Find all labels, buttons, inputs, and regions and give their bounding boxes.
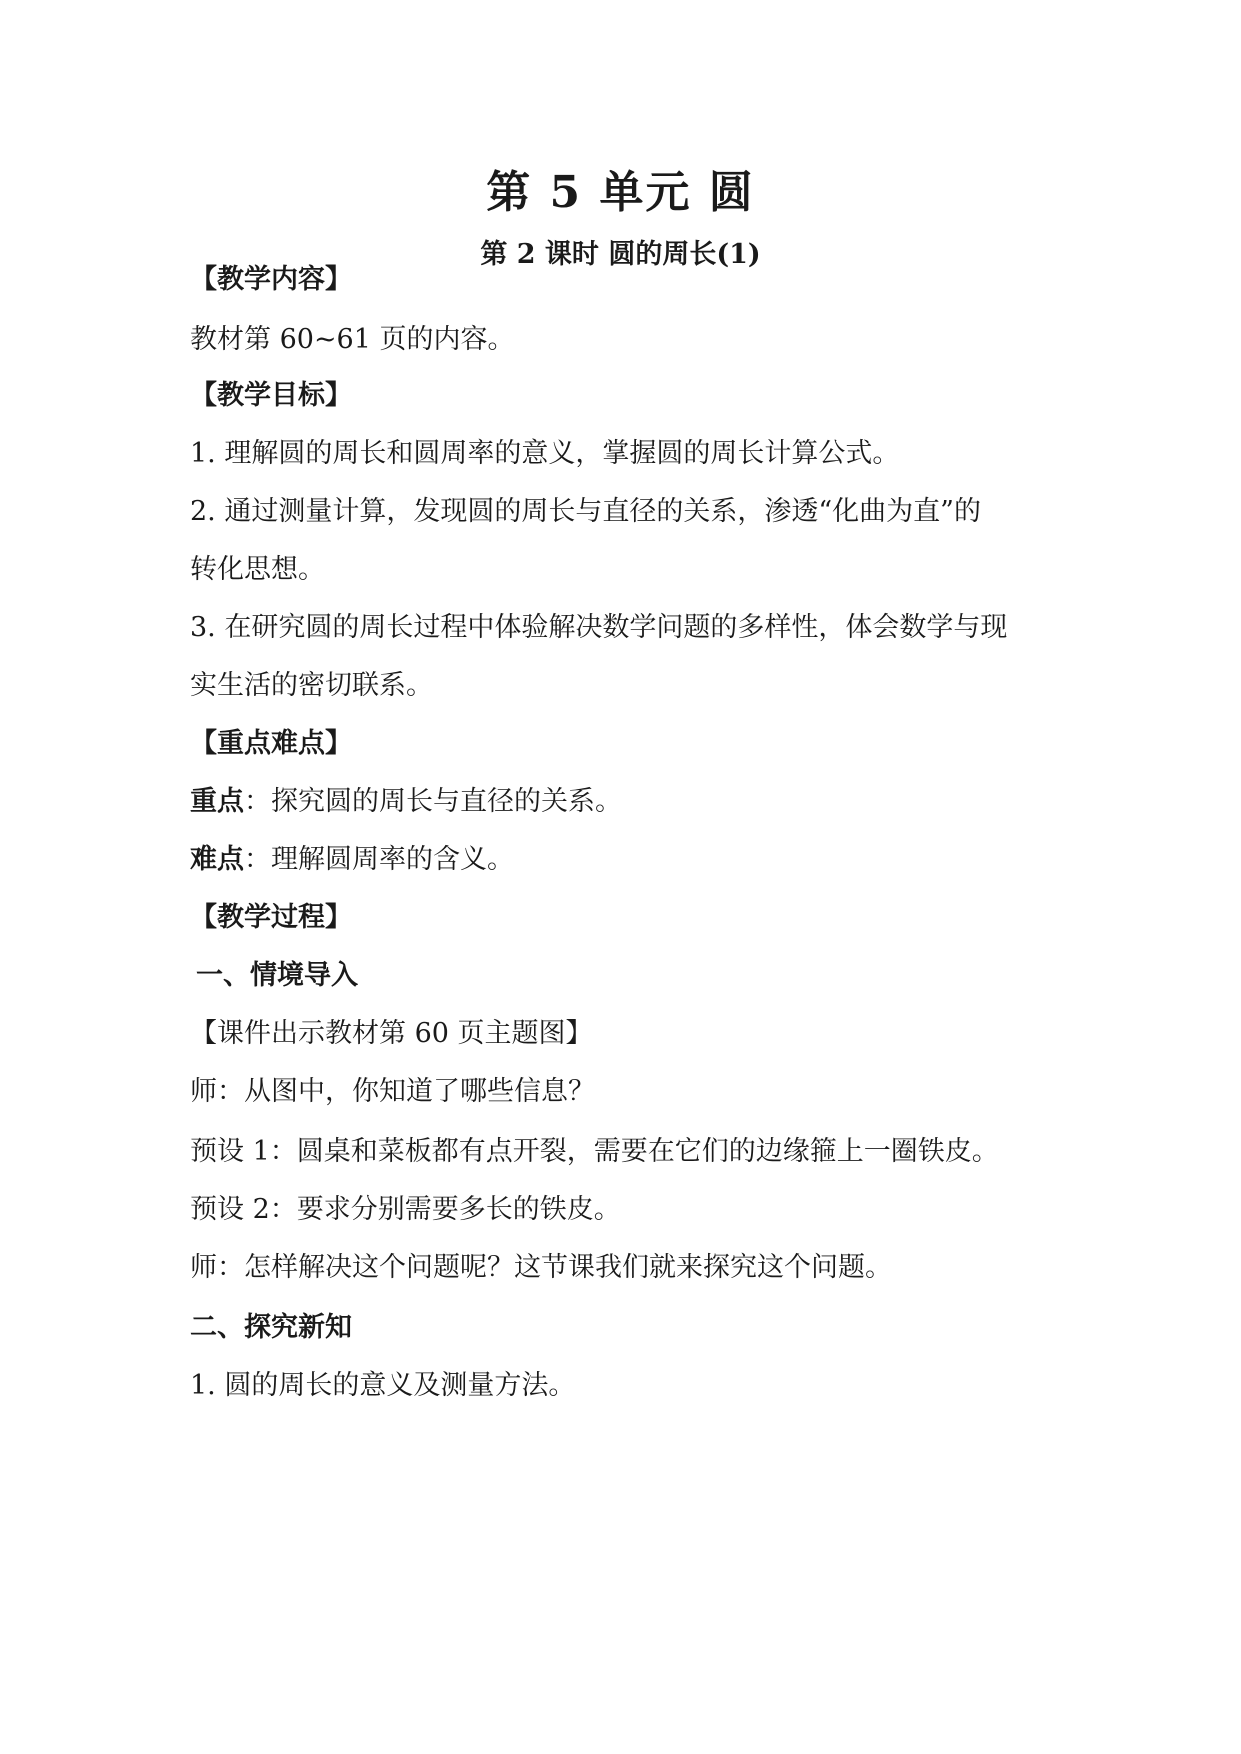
section-heading-process: 【教学过程】: [190, 902, 352, 933]
section-heading-goals: 【教学目标】: [190, 380, 352, 411]
paragraph-line: 转化思想。: [190, 554, 325, 585]
subsection-heading-explore: 二、探究新知: [190, 1312, 352, 1343]
paragraph-line: 【课件出示教材第 60 页主题图】: [190, 1018, 593, 1049]
subsection-heading-intro: 一、情境导入: [196, 960, 358, 991]
paragraph-line: 师：从图中，你知道了哪些信息？: [190, 1076, 595, 1107]
paragraph-line: 教材第 60~61 页的内容。: [190, 324, 515, 355]
paragraph-line: 3. 在研究圆的周长过程中体验解决数学问题的多样性，体会数学与现: [190, 612, 1008, 643]
paragraph-line-key: 重点：探究圆的周长与直径的关系。: [190, 786, 622, 817]
paragraph-line: 1. 圆的周长的意义及测量方法。: [190, 1370, 576, 1401]
paragraph-line: 师：怎样解决这个问题呢？这节课我们就来探究这个问题。: [190, 1252, 892, 1283]
section-heading-key-points: 【重点难点】: [190, 728, 352, 759]
paragraph-line-difficulty: 难点：理解圆周率的含义。: [190, 844, 514, 875]
page-title: 第 5 单元 圆: [486, 167, 755, 218]
page-subtitle: 第 2 课时 圆的周长(1): [480, 239, 761, 270]
lead-label: 重点: [190, 786, 244, 817]
paragraph-line: 1. 理解圆的周长和圆周率的意义，掌握圆的周长计算公式。: [190, 438, 900, 469]
paragraph-line: 预设 2：要求分别需要多长的铁皮。: [190, 1194, 621, 1225]
section-heading-content: 【教学内容】: [190, 264, 352, 295]
paragraph-line: 预设 1：圆桌和菜板都有点开裂，需要在它们的边缘箍上一圈铁皮。: [190, 1136, 999, 1167]
paragraph-line: 2. 通过测量计算，发现圆的周长与直径的关系，渗透“化曲为直”的: [190, 496, 981, 527]
paragraph-line: 实生活的密切联系。: [190, 670, 433, 701]
lead-label: 难点: [190, 844, 244, 875]
